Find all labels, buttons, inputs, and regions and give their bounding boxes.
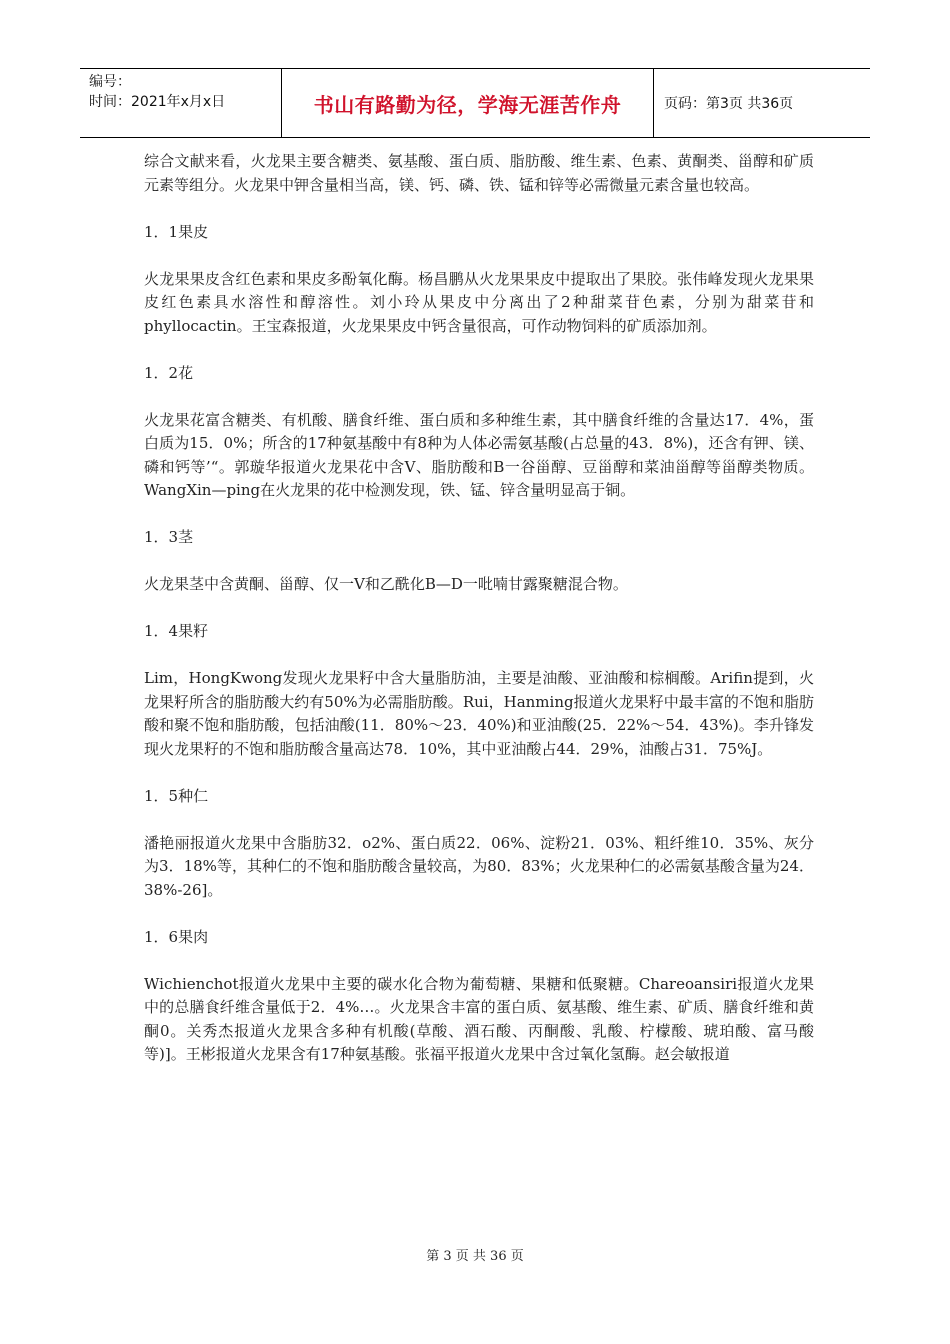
section-heading: 1．5种仁 (144, 786, 209, 805)
body-paragraph: 潘艳丽报道火龙果中含脂肪32．o2%、蛋白质22．06%、淀粉21．03%、粗纤维10．35%、灰分为3．18%等，其种仁的不饱和脂肪酸含量较高，为80．83%；火龙果种仁的必需氨基酸含量为24．38%-26]。 (144, 833, 814, 899)
section-heading: 1．1果皮 (144, 222, 209, 241)
body-paragraph: 综合文献来看，火龙果主要含糖类、氨基酸、蛋白质、脂肪酸、维生素、色素、黄酮类、甾醇和矿质元素等组分。火龙果中钾含量相当高，镁、钙、磷、铁、锰和锌等必需微量元素含量也较高。 (144, 152, 814, 194)
body-paragraph: 火龙果茎中含黄酮、甾醇、仅一V和乙酰化B—D一吡喃甘露聚糖混合物。 (144, 575, 628, 593)
page-header (80, 68, 870, 138)
section-heading: 1．6果肉 (144, 927, 209, 946)
document-date-label: 时间：2021年x月x日 (89, 94, 226, 110)
page-footer: 第 3 页 共 36 页 (426, 1249, 524, 1264)
section-heading: 1．3茎 (144, 528, 194, 546)
section-heading: 1．2花 (144, 363, 194, 382)
document-body (144, 150, 814, 1090)
header-motto: 书山有路勤为径，学海无涯苦作舟 (281, 69, 654, 137)
section-heading: 1．4果籽 (144, 622, 209, 640)
body-paragraph: 火龙果果皮含红色素和果皮多酚氧化酶。杨昌鹏从火龙果果皮中提取出了果胶。张伟峰发现火龙果果皮红色素具水溶性和醇溶性。刘小玲从果皮中分离出了2种甜菜苷色素，分别为甜菜苷和phyllocactin。王宝森报道，火龙果果皮中钙含量很高，可作动物饲料的矿质添加剂。 (144, 269, 814, 335)
document-number-label: 编号： (89, 74, 131, 90)
header-info-cell (80, 69, 281, 137)
body-paragraph: Wichienchot报道火龙果中主要的碳水化合物为葡萄糖、果糖和低聚糖。Chareoansiri报道火龙果中的总膳食纤维含量低于2．4%…。火龙果含丰富的蛋白质、氨基酸、维生素、矿质、膳食纤维和黄酮0。关秀杰报道火龙果含多种有机酸(草酸、酒石酸、丙酮酸、乳酸、柠檬酸、琥珀酸、富马酸等)]。王彬报道火龙果含有17种氨基酸。张福平报道火龙果中含过氧化氢酶。赵会敏报道 (144, 974, 814, 1063)
header-page-number: 页码：第3页 共36页 (664, 96, 794, 112)
body-paragraph: Lim，HongKwong发现火龙果籽中含大量脂肪油，主要是油酸、亚油酸和棕榈酸。Arifin提到，火龙果籽所含的脂肪酸大约有50%为必需脂肪酸。Rui，Hanming报道火龙果籽中最丰富的不饱和脂肪酸和聚不饱和脂肪酸，包括油酸(11．80%～23．40%)和亚油酸(25．22%～54．43%)。李升锋发现火龙果籽的不饱和脂肪酸含量高达78．10%，其中亚油酸占44．29%，油酸占31．75%J。 (144, 669, 814, 758)
body-paragraph: 火龙果花富含糖类、有机酸、膳食纤维、蛋白质和多种维生素，其中膳食纤维的含量达17．4%，蛋白质为15．0%；所含的17种氨基酸中有8种为人体必需氨基酸(占总量的43．8%)，还含有钾、镁、磷和钙等’“。郭璇华报道火龙果花中含V、脂肪酸和B一谷甾醇、豆甾醇和菜油甾醇等甾醇类物质。WangXin—ping在火龙果的花中检测发现，铁、锰、锌含量明显高于铜。 (144, 410, 814, 499)
